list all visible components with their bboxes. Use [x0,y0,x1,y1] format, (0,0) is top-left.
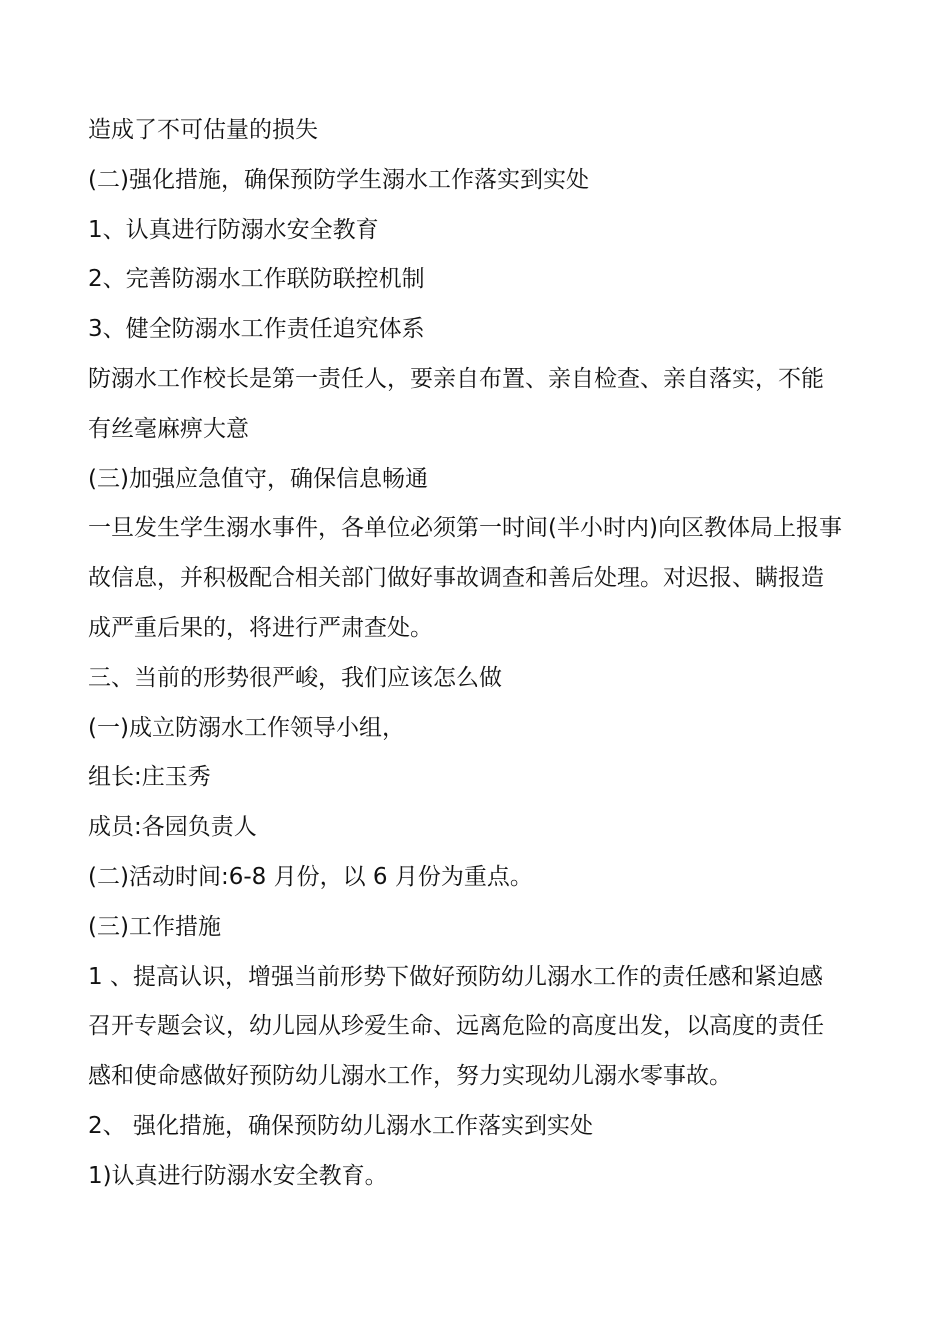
text-line: 有丝毫麻痹大意 [88,415,249,442]
list-item: 2、完善防溺水工作联防联控机制 [88,266,425,293]
text-line: 成员:各园负责人 [88,814,257,841]
section-heading: (二)强化措施，确保预防学生溺水工作落实到实处 [88,166,589,193]
section-heading: (三)工作措施 [88,913,221,940]
section-heading: (二)活动时间:6-8 月份，以 6 月份为重点。 [88,863,533,890]
document-body [88,106,878,1202]
text-line: 故信息，并积极配合相关部门做好事故调查和善后处理。对迟报、瞒报造 [88,565,824,592]
text-line: 一旦发生学生溺水事件，各单位必须第一时间(半小时内)向区教体局上报事 [88,515,842,542]
list-item: 3、健全防溺水工作责任追究体系 [88,316,425,343]
text-line: 防溺水工作校长是第一责任人，要亲自布置、亲自检查、亲自落实，不能 [88,365,824,392]
text-line: 召开专题会议，幼儿园从珍爱生命、远离危险的高度出发，以高度的责任 [88,1013,824,1040]
list-item: 1)认真进行防溺水安全教育。 [88,1162,388,1189]
list-item: 1 、提高认识，增强当前形势下做好预防幼儿溺水工作的责任感和紧迫感 [88,963,823,990]
section-heading: 三、当前的形势很严峻，我们应该怎么做 [88,664,502,691]
list-item: 2、 强化措施，确保预防幼儿溺水工作落实到实处 [88,1112,593,1139]
text-line: 成严重后果的，将进行严肃查处。 [88,614,433,641]
text-line: 造成了不可估量的损失 [88,117,318,143]
section-heading: (三)加强应急值守，确保信息畅通 [88,465,428,492]
text-line: 感和使命感做好预防幼儿溺水工作，努力实现幼儿溺水零事故。 [88,1063,732,1090]
section-heading: (一)成立防溺水工作领导小组， [88,714,405,741]
list-item: 1、认真进行防溺水安全教育 [88,216,379,243]
text-line: 组长:庄玉秀 [88,764,211,791]
